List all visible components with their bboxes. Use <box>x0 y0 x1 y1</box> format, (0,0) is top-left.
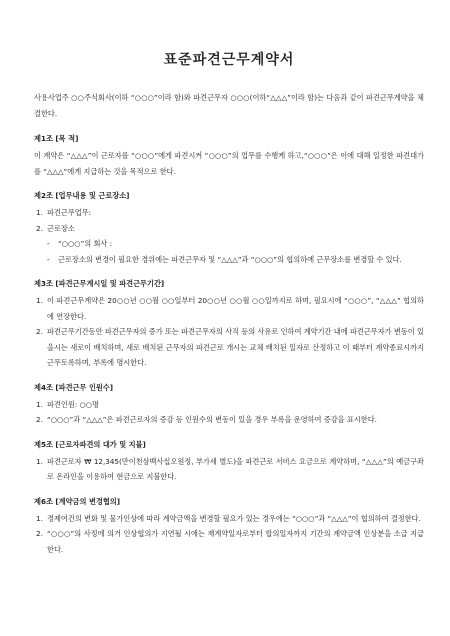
item-number: 1. <box>36 399 43 409</box>
item-text: 파견근무업무: <box>47 208 92 217</box>
article-5 <box>34 438 424 485</box>
article-item <box>34 293 424 324</box>
article-items <box>34 293 424 371</box>
sub-items <box>34 236 424 267</box>
item-text: 파견근로자 ₩ 12,345(만이천삼백사십오원정, 부가세 별도)을 파견근로 서비스 요금으로 계약하며, “△△△”의 예금구좌로 온라인을 이용하여 현금으로 지불한다. <box>47 456 424 481</box>
item-number: 2. <box>36 223 43 233</box>
item-text: “○○○”의 사정에 의거 인상협의가 지연될 시에는 재계약일자로부터 합의일자까지 기간의 계약금액 인상분을 소급 지급한다. <box>47 529 424 554</box>
item-text: 경제여건의 변화 및 물가인상에 따라 계약금액을 변경할 필요가 있는 경우에는 “○○○”과 “△△△”이 협의하여 결정한다. <box>47 513 421 523</box>
sub-item <box>34 236 424 252</box>
item-text: “○○○”과 “△△△”은 파견근로자의 증감 등 인원수의 변동이 있을 경우 부록을 운영하여 증감을 표시한다. <box>47 415 377 424</box>
item-number: 2. <box>36 327 43 336</box>
item-number: 1. <box>36 456 43 466</box>
article-item <box>34 526 424 557</box>
intro-paragraph: 사용사업주 ○○주식회사(이하 “○○○”이라 함)와 파견근무자 ○○○(이하“△△△”이라 함)는 다음과 같이 파견근무계약을 체결한다. <box>34 93 424 118</box>
article-items <box>34 397 424 428</box>
article-item <box>34 454 424 485</box>
article-item <box>34 324 424 371</box>
item-text: 근로장소 <box>47 223 75 233</box>
item-number: 2. <box>36 415 43 424</box>
article-3 <box>34 277 424 371</box>
article-items <box>34 511 424 558</box>
article-heading: 제3조 [파견근무계시일 및 파견근무기간] <box>34 279 165 288</box>
article-heading: 제2조 [업무내용 및 근로장소] <box>34 191 130 200</box>
sub-item <box>34 252 424 268</box>
item-number: 2. <box>36 529 43 538</box>
article-items <box>34 205 424 236</box>
item-number: 1. <box>36 513 43 523</box>
article-heading: 제6조 [계약금의 변경협의] <box>34 496 121 506</box>
article-1 <box>34 132 424 179</box>
article-item <box>34 221 424 237</box>
article-items <box>34 454 424 485</box>
article-6 <box>34 495 424 558</box>
article-item <box>34 397 424 413</box>
sub-item-text: “○○○”의 회사 : <box>58 239 113 248</box>
item-text: 이 파견근무계약은 20○○년 ○○월 ○○일부터 20○○년 ○○월 ○○일까지로 하며, 필요시에 “○○○”, “△△△” 협의하에 연장한다. <box>47 296 424 321</box>
item-text: 파견인원: ○○명 <box>47 399 99 409</box>
document-title: 표준파견근무계약서 <box>163 52 295 68</box>
item-number: 1. <box>36 208 43 217</box>
dash-marker: - <box>47 254 50 264</box>
article-heading: 제1조 [목 적] <box>34 134 79 143</box>
article-heading: 제5조 [근로자파견의 대가 및 지불] <box>34 439 146 449</box>
item-number: 1. <box>36 296 43 305</box>
article-item <box>34 205 424 221</box>
article-item <box>34 511 424 527</box>
dash-marker: - <box>47 239 50 248</box>
article-4 <box>34 381 424 428</box>
article-text: 이 계약은 “△△△”이 근로자를 “○○○”에게 파견시켜 “○○○”의 업무를 수행케 하고,“○○○”은 이에 대해 일정한 파견대가를 “△△△”에게 지급하는 것을 목적으로 한다. <box>34 151 424 176</box>
article-heading: 제4조 [파견근무 인원수] <box>34 382 114 392</box>
article-2 <box>34 189 424 267</box>
article-item <box>34 412 424 428</box>
item-text: 파견근무기간동안 파견근무자의 증가 또는 파견근무자의 사직 등의 사유로 인하여 계약기간 내에 파견근무자가 변동이 있을시는 새로이 배치하며, 새로 배치된 근무자의 파견근로 개시는 교체 배치된 일자로 산정하고 이 때부터 계약종료시까지 근무토록하며, 부록에 명시한다. <box>47 327 424 367</box>
sub-item-text: 근로장소의 변경이 필요한 경위에는 파견근무자 및 “△△△”과 “○○○”의 협의하에 근무장소를 변경할 수 있다. <box>58 254 402 264</box>
